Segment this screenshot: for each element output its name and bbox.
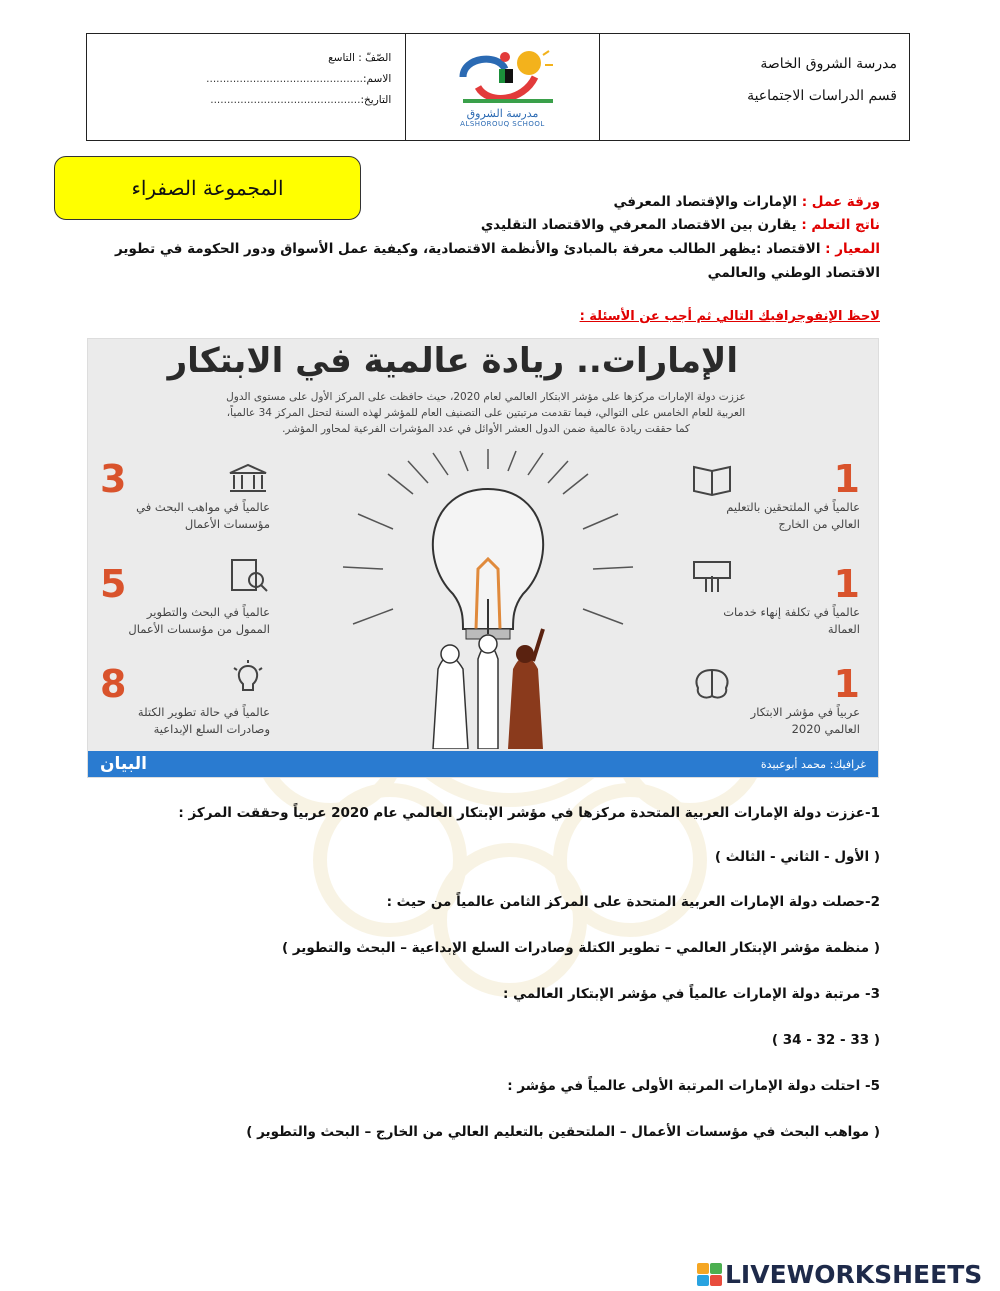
- document-search-icon: [226, 558, 270, 594]
- group-label-box: [54, 156, 361, 220]
- stat-number: 5: [100, 562, 127, 606]
- group-label: المجموعة الصفراء: [131, 176, 284, 200]
- stat-text: عربياً في مؤشر الابتكار: [750, 705, 860, 719]
- standard-label: المعيار :: [825, 241, 880, 257]
- stat-card: [690, 664, 860, 738]
- newspaper-brand: البيان: [100, 754, 147, 774]
- infographic-intro: [106, 389, 866, 437]
- school-logo-cell: [406, 34, 600, 140]
- liveworksheets-mark-icon: [697, 1263, 722, 1286]
- class-label: الصّفّ : التاسع: [328, 52, 392, 64]
- name-label: الاسم:: [363, 73, 392, 85]
- header-table: [86, 33, 910, 141]
- school-name: مدرسة الشروق الخاصة: [760, 56, 897, 72]
- standard-line-2: [120, 265, 880, 281]
- learning-outcome-line: [120, 217, 880, 233]
- stat-card: [100, 564, 270, 638]
- answer-options-3[interactable]: ( 33 - 32 - 34 ): [771, 1032, 880, 1048]
- stat-text: عالمياً في تكلفة إنهاء خدمات: [723, 605, 860, 619]
- lightbulb-icon: [226, 660, 270, 696]
- outcome-value: يقارن بين الاقتصاد المعرفي والاقتصاد التقليدي: [480, 217, 797, 233]
- stat-number: 8: [100, 662, 127, 706]
- infographic-title: الإمارات.. ريادة عالمية في الابتكار: [167, 341, 738, 381]
- stat-card: [100, 664, 270, 738]
- logo-english-text: ALSHOROUQ SCHOOL: [460, 119, 545, 128]
- stat-text: وصادرات السلع الإبداعية: [153, 722, 270, 736]
- answer-options-1[interactable]: ( الأول - الثاني - الثالث ): [714, 849, 880, 865]
- stat-number: 1: [833, 662, 860, 706]
- intro-line-1: عززت دولة الإمارات مركزها على مؤشر الابتكار العالمي لعام 2020، حيث حافظت على المركز الأول على مستوى الدول: [226, 391, 746, 403]
- money-hand-icon: [690, 558, 734, 594]
- stat-text: عالمياً في الملتحقين بالتعليم: [726, 500, 860, 514]
- stat-text: عالمياً في حالة تطوير الكتلة: [137, 705, 270, 719]
- stat-text: العالي من الخارج: [778, 517, 860, 531]
- name-row: [97, 73, 391, 85]
- worksheet-title-label: ورقة عمل :: [801, 194, 880, 210]
- date-field[interactable]: .............................................: [210, 94, 361, 106]
- question-3: 3- مرتبة دولة الإمارات عالمياً في مؤشر الإبتكار العالمي :: [503, 986, 880, 1002]
- lightbulb-illustration-icon: [338, 449, 638, 749]
- date-label: التاريخ:: [360, 94, 392, 106]
- stat-number: 3: [100, 457, 127, 501]
- outcome-label: ناتج التعلم :: [801, 217, 880, 233]
- worksheet-title-value: الإمارات والإقتصاد المعرفي: [613, 194, 797, 210]
- instruction-text: لاحظ الإنفوجرافيك التالي ثم أجب عن الأسئلة :: [579, 309, 880, 324]
- stat-text: العمالة: [827, 622, 860, 636]
- worksheet-title-line: [120, 194, 880, 210]
- question-2: 2-حصلت دولة الإمارات العربية المتحدة على المركز الثامن عالمياً من حيث :: [386, 894, 880, 910]
- infographic-footer: [88, 751, 878, 777]
- student-info-cell: [87, 34, 406, 140]
- stat-text: عالمياً في مواهب البحث في: [136, 500, 270, 514]
- stat-text: الممول من مؤسسات الأعمال: [128, 622, 270, 636]
- book-icon: [690, 461, 734, 497]
- date-row: [97, 94, 391, 106]
- department-name: قسم الدراسات الاجتماعية: [747, 88, 897, 104]
- standard-value-2: الاقتصاد الوطني والعالمي: [707, 265, 880, 281]
- stat-card: [100, 459, 270, 533]
- stat-text: العالمي 2020: [791, 722, 860, 736]
- stat-number: 1: [833, 457, 860, 501]
- stat-text: مؤسسات الأعمال: [184, 517, 270, 531]
- stat-text: عالمياً في البحث والتطوير: [146, 605, 270, 619]
- stat-card: [690, 564, 860, 638]
- standard-value-1: الاقتصاد :يظهر الطالب معرفة بالمبادئ والأنظمة الاقتصادية، وكيفية عمل الأسواق ودور الحكومة في تطوير: [115, 241, 821, 257]
- logo-arabic-text: مدرسة الشروق: [466, 106, 539, 120]
- bank-icon: [226, 461, 270, 497]
- standard-line: [115, 241, 880, 257]
- school-name-cell: [600, 34, 909, 140]
- name-field[interactable]: ...............................................: [206, 73, 364, 85]
- brain-icon: [690, 666, 734, 702]
- infographic: [87, 338, 879, 778]
- question-1: 1-عززت دولة الإمارات العربية المتحدة مركزها في مؤشر الإبتكار العالمي عام 2020 عربياً وحققت المركز :: [178, 805, 880, 821]
- liveworksheets-logo: [697, 1260, 982, 1289]
- graphic-credit: غرافيك: محمد أبوعبيدة: [760, 757, 866, 771]
- liveworksheets-text: LIVEWORKSHEETS: [725, 1260, 983, 1289]
- answer-options-2[interactable]: ( منظمة مؤشر الإبتكار العالمي – تطوير الكتلة وصادرات السلع الإبداعية – البحث والتطوير ): [282, 940, 880, 956]
- stat-card: [690, 459, 860, 533]
- school-logo-icon: [443, 47, 563, 109]
- intro-line-3: كما حققت ريادة عالمية ضمن الدول العشر الأوائل في عدد المؤشرات الفرعية لمحاور المؤشر.: [282, 423, 690, 435]
- intro-line-2: العربية للعام الخامس على التوالي، فيما تقدمت مرتبتين على التصنيف العام للمؤشر لهذه السنة لتحتل المركز 34 عالمياً،: [226, 407, 746, 419]
- question-5: 5- احتلت دولة الإمارات المرتبة الأولى عالمياً في مؤشر :: [507, 1078, 880, 1094]
- answer-options-5[interactable]: ( مواهب البحث في مؤسسات الأعمال – الملتحقين بالتعليم العالي من الخارج – البحث والتطوير ): [246, 1124, 880, 1140]
- stat-number: 1: [833, 562, 860, 606]
